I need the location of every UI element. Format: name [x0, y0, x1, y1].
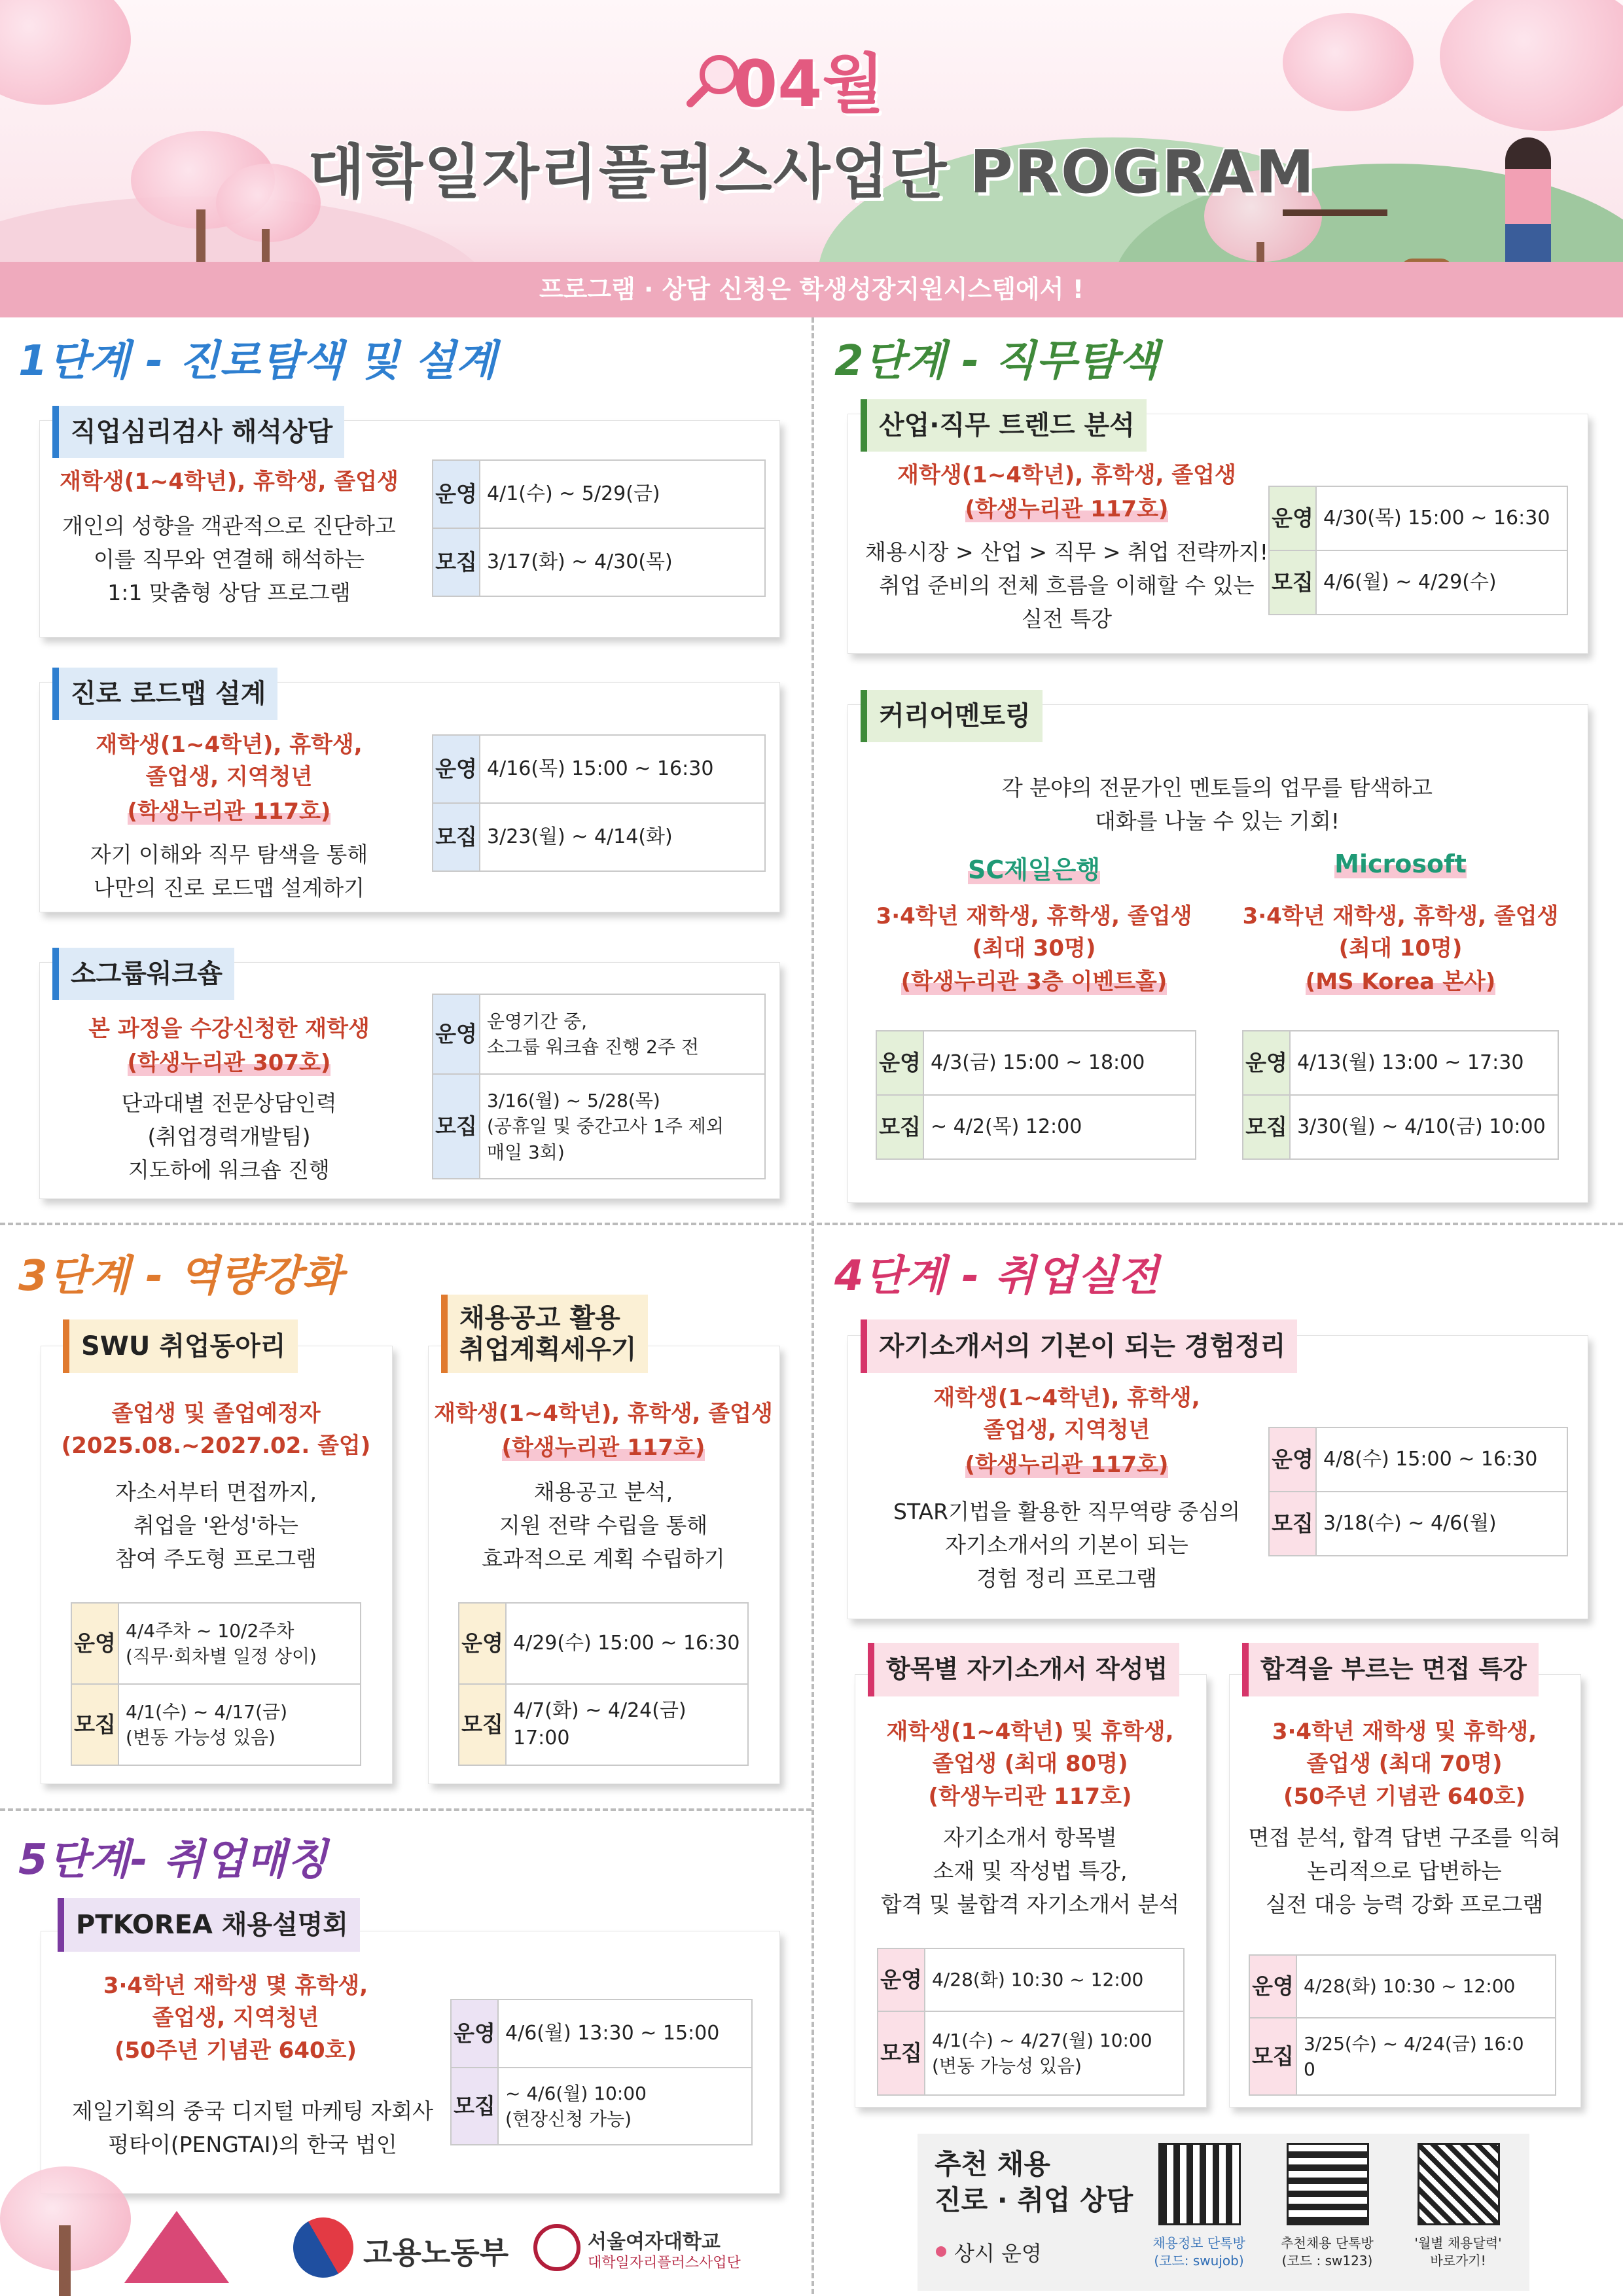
bench-icon: [1283, 209, 1387, 268]
moel-logo-text: 고용노동부: [363, 2235, 509, 2270]
run-label: 운영: [1243, 1031, 1290, 1095]
recruit-value: 3/30(월) ~ 4/10(금) 10:00: [1290, 1095, 1558, 1159]
card-target: 재학생(1~4학년), 휴학생, 졸업생: [434, 1401, 773, 1427]
run-label: 운영: [433, 994, 480, 1074]
card-target: 재학생(1~4학년), 휴학생, 졸업생: [897, 462, 1236, 488]
recruit-label: 모집: [1243, 1095, 1290, 1159]
schedule-table: [432, 994, 766, 1179]
card-place: (학생누리관 117호): [501, 1435, 705, 1461]
recruit-value: ~ 4/2(목) 12:00: [923, 1095, 1196, 1159]
run-label: 운영: [1269, 486, 1316, 550]
run-value: 4/8(수) 15:00 ~ 16:30: [1316, 1427, 1567, 1492]
run-value: 4/29(수) 15:00 ~ 16:30: [506, 1603, 748, 1684]
mentor-org-ms: Microsoft: [1334, 850, 1467, 878]
consult-dot-icon: [936, 2246, 946, 2257]
schedule-table-ms: [1242, 1030, 1559, 1160]
swu-logo-sub: 대학일자리플러스사업단: [588, 2255, 741, 2271]
run-value: 운영기간 중, 소그룹 워크숍 진행 2주 전: [480, 994, 765, 1074]
run-label: 운영: [876, 1031, 923, 1095]
schedule-table: [1249, 1954, 1556, 2096]
run-label: 운영: [71, 1603, 118, 1684]
card-place: (학생누리관 117호): [965, 1452, 1169, 1478]
recruit-label: 모집: [1269, 550, 1316, 615]
mentor-target-ms: 3·4학년 재학생, 휴학생, 졸업생 (최대 10명): [1242, 903, 1559, 962]
card-place: (학생누리관 117호): [127, 798, 331, 825]
recruit-label: 모집: [433, 803, 480, 871]
recruit-label: 모집: [433, 528, 480, 596]
card-description: 제일기획의 중국 디지털 마케팅 자회사 펑타이(PENGTAI)의 한국 법인: [71, 2098, 433, 2158]
recruit-value: ~ 4/6(월) 10:00 (현장신청 가능): [498, 2068, 752, 2145]
schedule-table: [450, 1999, 753, 2145]
qr-caption-3: '월별 채용달력' 바로가기!: [1414, 2235, 1502, 2269]
run-label: 운영: [878, 1948, 925, 2011]
stage5-heading: 5단계- 취업매칭: [18, 1836, 329, 1884]
recruit-value: 4/1(수) ~ 4/17(금) (변동 가능성 있음): [118, 1684, 361, 1765]
run-label: 운영: [433, 735, 480, 803]
run-value: 4/6(월) 13:30 ~ 15:00: [498, 2000, 752, 2068]
run-value: 4/28(화) 10:30 ~ 12:00: [925, 1948, 1184, 2011]
run-value: 4/30(목) 15:00 ~ 16:30: [1316, 486, 1567, 550]
stage1-heading: 1단계 - 진로탐색 및 설계: [18, 337, 497, 386]
schedule-table: [877, 1948, 1185, 2096]
card-target: 재학생(1~4학년), 휴학생, 졸업생, 지역청년: [96, 732, 363, 791]
recruit-label: 모집: [459, 1684, 506, 1765]
card-place: (학생누리관 307호): [127, 1050, 331, 1076]
mentor-place-ms: (MS Korea 본사): [1305, 969, 1496, 995]
recruit-value: 4/7(화) ~ 4/24(금) 17:00: [506, 1684, 748, 1765]
card-target: 재학생(1~4학년), 휴학생, 졸업생: [60, 469, 399, 495]
schedule-table: [1268, 486, 1568, 615]
card-title: 커리어멘토링: [861, 690, 1043, 742]
mentor-org-sc: SC제일은행: [967, 855, 1101, 884]
divider-vertical: [812, 317, 814, 2294]
card-description: 자기 이해와 직무 탐색을 통해 나만의 진로 로드맵 설계하기: [90, 842, 368, 901]
card-title: SWU 취업동아리: [63, 1319, 298, 1373]
schedule-table: [432, 734, 766, 872]
run-label: 운영: [1269, 1427, 1316, 1492]
card-title: 산업·직무 트렌드 분석: [861, 399, 1147, 452]
card-title: 채용공고 활용 취업계획세우기: [441, 1295, 648, 1373]
card-description: 자소서부터 면접까지, 취업을 '완성'하는 참여 주도형 프로그램: [115, 1479, 317, 1572]
schedule-table-sc: [876, 1030, 1196, 1160]
recruit-value: 4/6(월) ~ 4/29(수): [1316, 550, 1567, 615]
qr-code-icon[interactable]: [1418, 2143, 1500, 2225]
card-description: 개인의 성향을 객관적으로 진단하고 이를 직무와 연결해 해석하는 1:1 맞춤형 상담 프로그램: [62, 513, 396, 606]
recruit-label: 모집: [1249, 2018, 1296, 2095]
consult-sub: 상시 운영: [954, 2241, 1042, 2266]
run-value: 4/3(금) 15:00 ~ 18:00: [923, 1031, 1196, 1095]
run-value: 4/1(수) ~ 5/29(금): [480, 460, 765, 528]
recruit-value: 3/25(수) ~ 4/24(금) 16:0 0: [1296, 2018, 1556, 2095]
recruit-value: 3/23(월) ~ 4/14(화): [480, 803, 765, 871]
moel-logo-icon: [282, 2206, 365, 2289]
card-title: 자기소개서의 기본이 되는 경험정리: [861, 1319, 1297, 1373]
run-value: 4/28(화) 10:30 ~ 12:00: [1296, 1955, 1556, 2018]
run-label: 운영: [459, 1603, 506, 1684]
card-target: 졸업생 및 졸업예정자 (2025.08.~2027.02. 졸업): [61, 1401, 371, 1460]
mentor-place-sc: (학생누리관 3층 이벤트홀): [901, 969, 1168, 995]
card-title: 진로 로드맵 설계: [52, 668, 277, 720]
schedule-table: [1268, 1427, 1568, 1556]
qr-caption-2: 추천채용 단톡방 (코드 : sw123): [1281, 2235, 1374, 2269]
card-title: 소그룹워크숍: [52, 948, 234, 1000]
stage4-heading: 4단계 - 취업실전: [834, 1252, 1160, 1300]
card-description: 채용시장 > 산업 > 직무 > 취업 전략까지! 취업 준비의 전체 흐름을 이해할 수 있는 실전 특강: [865, 539, 1268, 632]
stage2-heading: 2단계 - 직무탐색: [834, 337, 1160, 386]
card-description: 각 분야의 전문가인 멘토들의 업무를 탐색하고 대화를 나눌 수 있는 기회!: [1001, 775, 1433, 834]
card-place: (학생누리관 117호): [965, 496, 1169, 522]
page-title: 대학일자리플러스사업단 PROGRAM: [308, 138, 1315, 207]
divider-horizontal-2: [0, 1808, 812, 1811]
qr-code-icon[interactable]: [1158, 2143, 1241, 2225]
run-value: 4/4주차 ~ 10/2주차 (직무·회차별 일정 상이): [118, 1603, 361, 1684]
card-title: PTKOREA 채용설명회: [58, 1898, 360, 1952]
card-title: 합격을 부르는 면접 특강: [1242, 1643, 1539, 1696]
card-description: 단과대별 전문상담인력 (취업경력개발팀) 지도하에 워크숍 진행: [121, 1090, 337, 1183]
run-value: 4/16(목) 15:00 ~ 16:30: [480, 735, 765, 803]
qr-caption-1: 채용정보 단톡방 (코드: swujob): [1152, 2235, 1245, 2269]
card-target: 재학생(1~4학년) 및 휴학생, 졸업생 (최대 80명) (학생누리관 117호): [886, 1719, 1174, 1810]
qr-code-icon[interactable]: [1287, 2143, 1369, 2225]
month-heading: 04월: [733, 47, 885, 122]
card-title: 직업심리검사 해석상담: [52, 406, 344, 458]
card-description: 자기소개서 항목별 소재 및 작성법 특강, 합격 및 불합격 자기소개서 분석: [880, 1825, 1180, 1918]
card-description: 채용공고 분석, 지원 전략 수립을 통해 효과적으로 계획 수립하기: [482, 1479, 725, 1572]
schedule-table: [432, 459, 766, 597]
card-target: 재학생(1~4학년), 휴학생, 졸업생, 지역청년: [933, 1385, 1200, 1444]
card-title: 항목별 자기소개서 작성법: [868, 1643, 1179, 1696]
recruit-label: 모집: [451, 2068, 498, 2145]
recruit-value: 4/1(수) ~ 4/27(월) 10:00 (변동 가능성 있음): [925, 2011, 1184, 2095]
run-label: 운영: [433, 460, 480, 528]
stage3-heading: 3단계 - 역량강화: [18, 1252, 344, 1300]
mentor-target-sc: 3·4학년 재학생, 휴학생, 졸업생 (최대 30명): [876, 903, 1192, 962]
recruit-label: 모집: [71, 1684, 118, 1765]
notice-text: 프로그램 · 상담 신청은 학생성장지원시스템에서 !: [539, 275, 1084, 304]
schedule-table: [71, 1602, 361, 1766]
card-target: 3·4학년 재학생 및 휴학생, 졸업생 (최대 70명) (50주년 기념관 640호): [1272, 1719, 1537, 1810]
tent-illustration: [124, 2211, 229, 2283]
run-label: 운영: [451, 2000, 498, 2068]
consult-title: 추천 채용 진로 · 취업 상담: [935, 2148, 1133, 2216]
swu-logo-icon: [533, 2224, 580, 2271]
recruit-value: 3/18(수) ~ 4/6(월): [1316, 1492, 1567, 1556]
card-description: 면접 분석, 합격 답변 구조를 익혀 논리적으로 답변하는 실전 대응 능력 강화 프로그램: [1248, 1825, 1561, 1918]
recruit-value: 3/17(화) ~ 4/30(목): [480, 528, 765, 596]
recruit-value: 3/16(월) ~ 5/28(목) (공휴일 및 중간고사 1주 제외 매일 3회): [480, 1074, 765, 1179]
recruit-label: 모집: [878, 2011, 925, 2095]
recruit-label: 모집: [876, 1095, 923, 1159]
card-target: 3·4학년 재학생 몇 휴학생, 졸업생, 지역청년 (50주년 기념관 640호): [103, 1973, 368, 2064]
card-description: STAR기법을 활용한 직무역량 중심의 자기소개서의 기본이 되는 경험 정리 프로그램: [893, 1499, 1240, 1592]
recruit-label: 모집: [433, 1074, 480, 1179]
divider-horizontal-1: [0, 1223, 1623, 1225]
card-target: 본 과정을 수강신청한 재학생: [88, 1016, 370, 1042]
schedule-table: [458, 1602, 749, 1766]
run-value: 4/13(월) 13:00 ~ 17:30: [1290, 1031, 1558, 1095]
run-label: 운영: [1249, 1955, 1296, 2018]
recruit-label: 모집: [1269, 1492, 1316, 1556]
swu-logo-name: 서울여자대학교: [588, 2231, 721, 2253]
